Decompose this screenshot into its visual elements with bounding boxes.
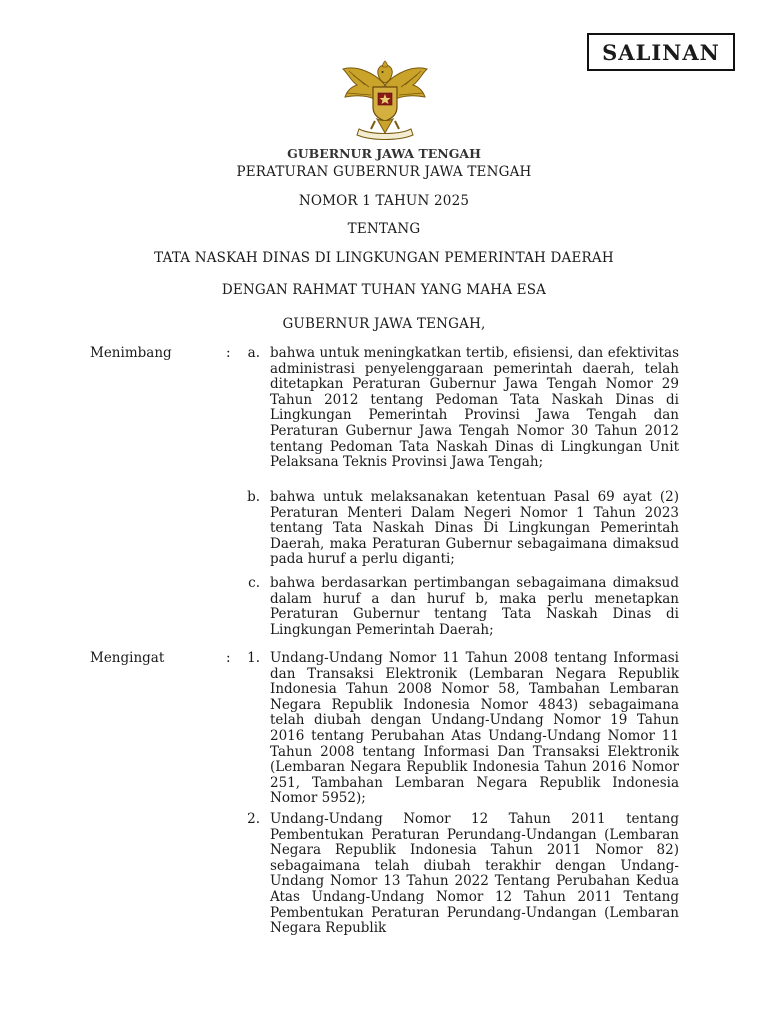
- blessing-line: DENGAN RAHMAT TUHAN YANG MAHA ESA: [221, 282, 547, 298]
- mengingat-label: Mengingat: [90, 650, 165, 666]
- list-item-text: bahwa berdasarkan pertimbangan sebagaimana dimaksud dalam huruf a dan huruf b, maka perlu menetapkan Peraturan Gubernur tentang Tata Naskah Dinas di Lingkungan Pemerintah Daerah;: [270, 575, 679, 638]
- list-item-text: Undang-Undang Nomor 11 Tahun 2008 tentang Informasi dan Transaksi Elektronik (Lembaran Negara Republik Indonesia Tahun 2008 Nomor 58, Tambahan Lembaran Negara Republik Indonesia Nomor 4843) sebagaimana telah diubah dengan Undang-Undang Nomor 19 Tahun 2016 tentang Perubahan Atas Undang-Undang Nomor 11 Tahun 2008 tentang Informasi Dan Transaksi Elektronik (Lembaran Negara Republik Indonesia Tahun 2016 Nomor 251, Tambahan Lembaran Negara Republik Indonesia Nomor 5952);: [270, 650, 679, 807]
- menimbang-colon: :: [226, 345, 231, 361]
- about-heading: TENTANG: [347, 221, 421, 237]
- list-item-text: Undang-Undang Nomor 12 Tahun 2011 tentang Pembentukan Peraturan Perundang-Undangan (Lembaran Negara Republik Indonesia Tahun 2011 Nomor 82) sebagaimana telah diubah terakhir dengan Undang-Undang Nomor 13 Tahun 2022 Tentang Perubahan Kedua Atas Undang-Undang Nomor 12 Tahun 2011 Tentang Pembentukan Peraturan Perundang-Undangan (Lembaran Negara Republik: [270, 811, 679, 937]
- list-item-marker: b.: [247, 489, 260, 505]
- authority-heading: GUBERNUR JAWA TENGAH: [287, 146, 481, 161]
- list-item-text: bahwa untuk melaksanakan ketentuan Pasal 69 ayat (2) Peraturan Menteri Dalam Negeri Nomor 1 Tahun 2023 tentang Tata Naskah Dinas Di Lingkungan Pemerintah Daerah, maka Peraturan Gubernur sebagaimana dimaksud pada huruf a perlu diganti;: [270, 489, 679, 568]
- regulation-number: NOMOR 1 TAHUN 2025: [298, 193, 470, 209]
- list-item-marker: c.: [248, 575, 260, 591]
- salinan-stamp: SALINAN: [587, 33, 735, 71]
- list-item-marker: a.: [247, 345, 260, 361]
- list-item-marker: 2.: [247, 811, 260, 827]
- list-item-text: bahwa untuk meningkatkan tertib, efisiensi, dan efektivitas administrasi penyelenggaraan pemerintah daerah, telah ditetapkan Peraturan Gubernur Jawa Tengah Nomor 29 Tahun 2012 tentang Pedoman Tata Naskah Dinas di Lingkungan Pemerintah Provinsi Jawa Tengah dan Peraturan Gubernur Jawa Tengah Nomor 30 Tahun 2012 tentang Pedoman Tata Naskah Dinas di Lingkungan Unit Pelaksana Teknis Provinsi Jawa Tengah;: [270, 345, 679, 471]
- issuer-line: GUBERNUR JAWA TENGAH,: [282, 316, 486, 332]
- menimbang-label: Menimbang: [90, 345, 172, 361]
- list-item-marker: 1.: [247, 650, 260, 666]
- garuda-pancasila-icon: [335, 55, 435, 145]
- mengingat-colon: :: [226, 650, 231, 666]
- regulation-title: PERATURAN GUBERNUR JAWA TENGAH: [236, 164, 532, 180]
- regulation-subject: TATA NASKAH DINAS DI LINGKUNGAN PEMERINTAH DAERAH: [154, 250, 614, 266]
